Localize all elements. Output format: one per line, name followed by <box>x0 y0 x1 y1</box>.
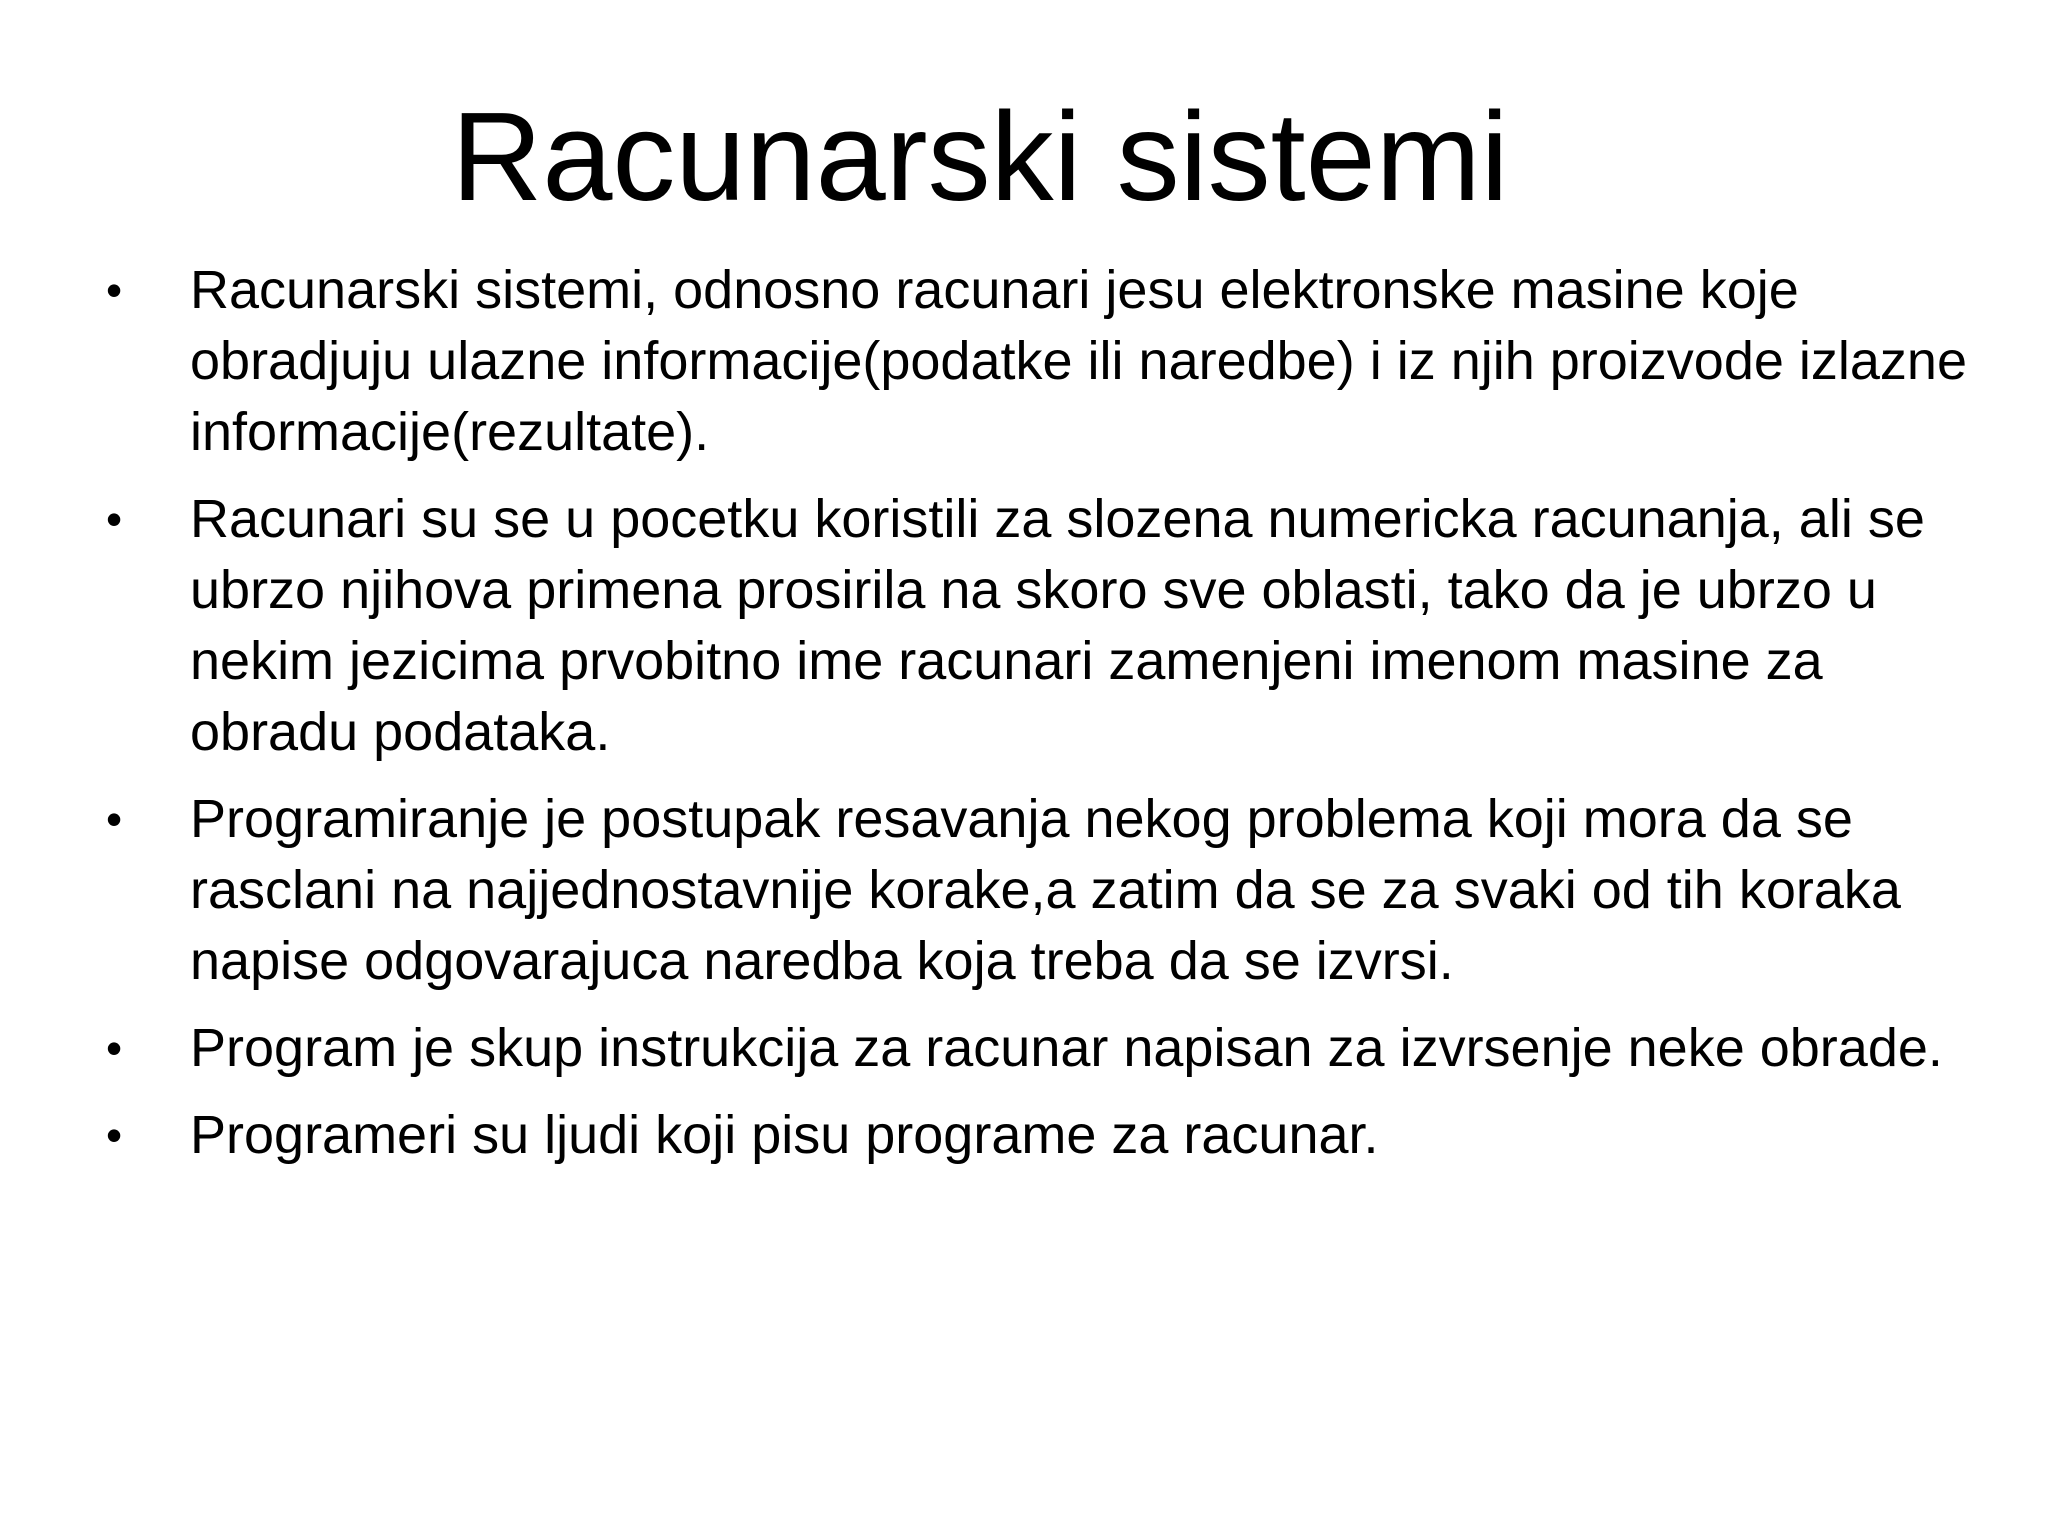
bullet-list <box>100 255 1980 1187</box>
bullet-icon: • <box>106 264 123 316</box>
bullet-icon: • <box>106 493 123 545</box>
bullet-item <box>100 1100 1980 1171</box>
bullet-text: Programiranje je postupak resavanja nekog problema koji mora da se rasclani na najjednostavnije korake,a zatim da se za svaki od tih koraka napise odgovarajuca naredba koja treba da se izvrsi. <box>190 789 1901 991</box>
bullet-item <box>100 784 1980 997</box>
bullet-icon: • <box>106 793 123 845</box>
bullet-item <box>100 255 1980 468</box>
bullet-text: Program je skup instrukcija za racunar napisan za izvrsenje neke obrade. <box>190 1018 1943 1078</box>
bullet-text: Racunari su se u pocetku koristili za slozena numericka racunanja, ali se ubrzo njihova primena prosirila na skoro sve oblasti, tako da je ubrzo u nekim jezicima prvobitno ime racunari zamenjeni imenom masine za obradu podataka. <box>190 489 1925 762</box>
slide-title: Racunarski sistemi <box>451 86 1509 227</box>
bullet-item <box>100 484 1980 768</box>
bullet-item <box>100 1013 1980 1084</box>
bullet-text: Programeri su ljudi koji pisu programe za racunar. <box>190 1105 1379 1165</box>
bullet-icon: • <box>106 1109 123 1161</box>
bullet-icon: • <box>106 1022 123 1074</box>
bullet-text: Racunarski sistemi, odnosno racunari jesu elektronske masine koje obradjuju ulazne informacije(podatke ili naredbe) i iz njih proizvode izlazne informacije(rezultate). <box>190 260 1967 462</box>
